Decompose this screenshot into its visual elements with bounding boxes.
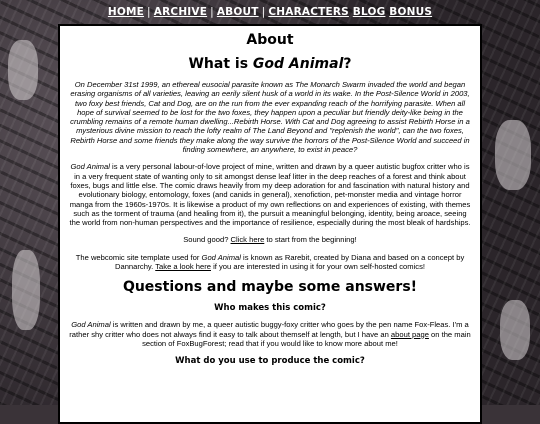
start-from-beginning-link[interactable]: Click here — [230, 235, 265, 245]
about-page-link[interactable]: about page — [390, 329, 429, 339]
start-prompt-after: to start from the beginning! — [264, 235, 357, 245]
comic-description — [68, 162, 472, 227]
template-credit-before: The webcomic site template used for — [75, 252, 202, 262]
template-link[interactable]: Take a look here — [155, 262, 211, 272]
nav-separator: | — [147, 6, 151, 18]
what-is-prefix: What is — [188, 56, 253, 72]
faq-answer-title: God Animal — [71, 320, 111, 330]
faq-question: Who makes this comic? — [214, 303, 326, 314]
background-artwork — [8, 40, 38, 100]
faq-heading: Questions and maybe some answers! — [122, 279, 418, 296]
faq-answer — [68, 320, 472, 348]
nav-separator: | — [210, 6, 214, 18]
nav-home-link[interactable]: HOME — [107, 6, 145, 18]
background-artwork — [12, 250, 40, 330]
background-artwork — [500, 300, 530, 360]
faq-answer-after: on the main section of FoxBugForest; read that if you would like to know more about me! — [142, 329, 471, 348]
template-credit-after: if you are interested in using it for your own self-hosted comics! — [210, 262, 425, 272]
background-artwork — [495, 120, 531, 190]
top-navigation — [0, 6, 540, 18]
story-synopsis: On December 31st 1999, an ethereal eusocial parasite known as The Monarch Swarm invaded the world and began erasing organisms of all varieties, leaving an eerily silent husk of a world in its wake. In the Post-Silence World in 2003, two foxy best friends, Cat and Dog, are on the run from the ever expanding reach of the horrifying parasite. When all hope of survival seemed to be lost for the two foxes, they happen upon a peculiar but friendly deity-like being in the crumbling remains of a remote human dwelling...Rebirth Horse. With Cat and Dog agreeing to assist Rebirth Horse in a mysterious divine mission to reach the lofty realm of The Land Beyond and "replenish the world", can the two foxes, Rebirth Horse and some friends they make along the way survive the horrors of the Post-Silence World and succeed in finding somewhere, an anywhere, to exist in peace? — [70, 80, 470, 155]
what-is-suffix: ? — [343, 56, 352, 72]
what-is-heading — [68, 56, 472, 72]
faq-answer-before: is written and drawn by me, a queer autistic buggy-foxy critter who goes by the pen name Fox-Fleas. I'm a rather shy critter who does not always find it easy to talk about themself at length, but I have an — [69, 320, 469, 339]
what-is-title: God Animal — [252, 56, 344, 72]
start-prompt-before: Sound good? — [183, 235, 231, 245]
template-credit-middle: is known as Rarebit, created by Diana and based on a concept by Dannarchy. — [115, 252, 465, 272]
nav-bonus-link[interactable]: BONUS — [389, 6, 433, 18]
page-title: About — [246, 32, 294, 48]
template-credit — [68, 253, 472, 272]
nav-separator: | — [261, 6, 266, 18]
nav-characters-link[interactable]: CHARACTERS — [268, 6, 349, 18]
comic-title-em: God Animal — [70, 162, 110, 172]
description-text: is a very personal labour-of-love project of mine, written and drawn by a queer autistic bugfox critter who is in a very frequent state of wanting only to sit amongst dense leaf litter in the deep reaches of a forest and think about foxes, bugs and little else. The comic draws heavily from my deep adoration for and fascination with natural history and evolutionary biology, entomology, foxes (and canids in general), xenofiction, pet-monster media and vintage horror manga from the 1960s-1970s. It is likewise a product of my own reflections on and experiences of existing, with themes such as the torment of trauma (and healing from it), the pursuit a meaningful belonging, identity, being aroace, seeing the world from non-human perspectives and the importance of resilience, especially during the most bleak of hardships. — [69, 162, 471, 228]
start-prompt — [68, 235, 472, 244]
nav-archive-link[interactable]: ARCHIVE — [153, 6, 208, 18]
nav-blog-link[interactable]: BLOG — [352, 6, 386, 18]
faq-question: What do you use to produce the comic? — [175, 356, 365, 367]
nav-about-link[interactable]: ABOUT — [216, 6, 259, 18]
content-panel — [58, 24, 482, 424]
template-credit-title: God Animal — [201, 252, 241, 262]
